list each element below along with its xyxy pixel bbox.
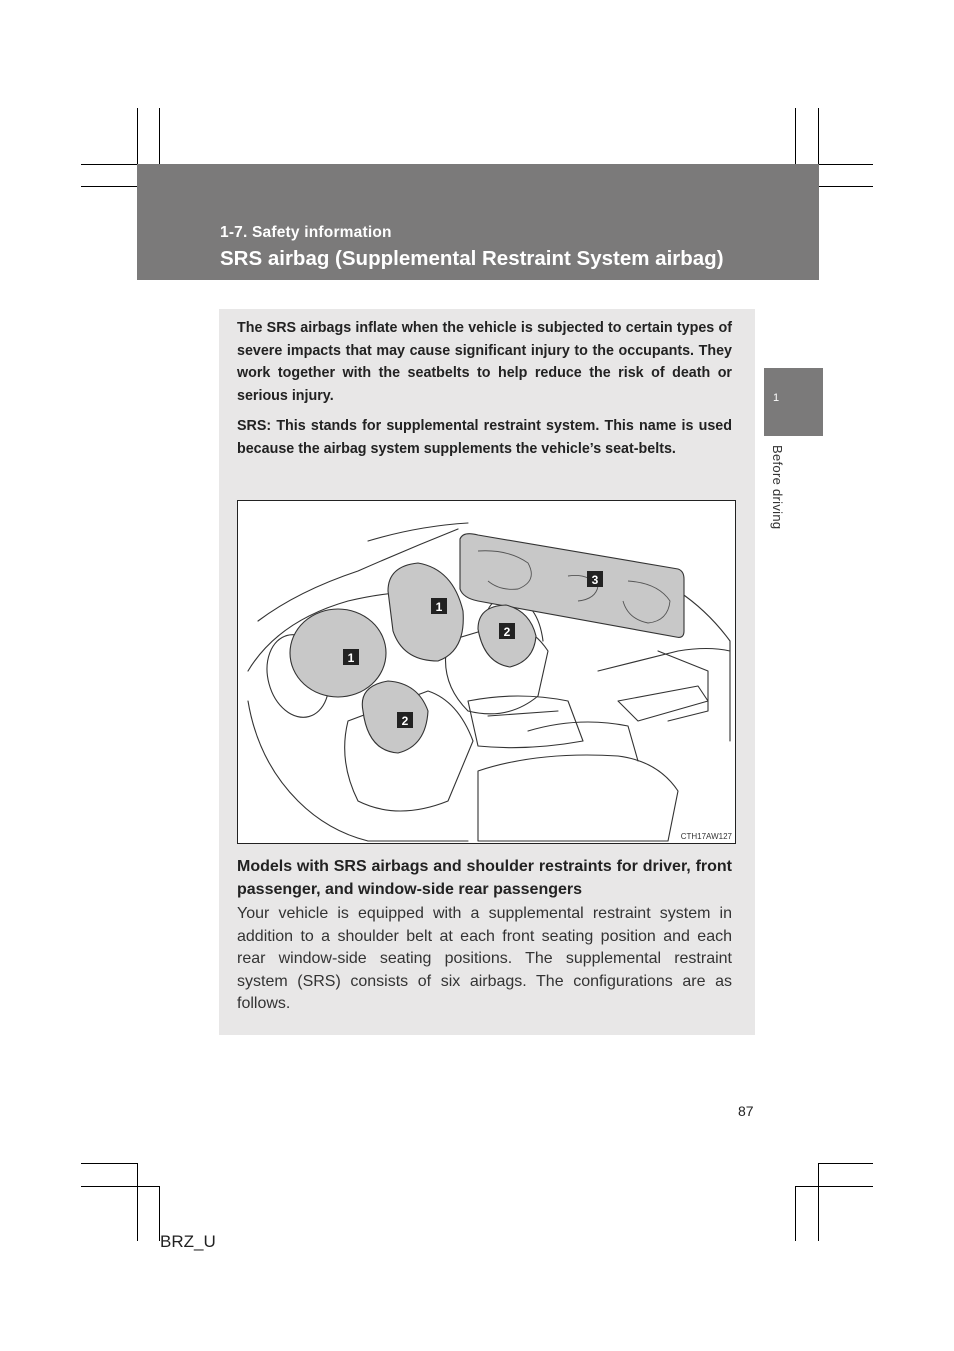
content-panel — [219, 309, 755, 1035]
intro-paragraph: The SRS airbags inflate when the vehicle is subjected to certain types of severe impacts that may cause significant injury to the occupants. They work together with the seatbelts to help reduce the risk of death or serious injury. — [237, 320, 732, 404]
crop-mark — [81, 1163, 137, 1164]
callout-label: 2 — [401, 714, 409, 728]
crop-mark — [137, 108, 138, 164]
chapter-tab-label: Before driving — [770, 445, 785, 530]
crop-mark — [795, 1186, 873, 1187]
crop-mark — [818, 1163, 819, 1241]
callout-label: 1 — [435, 600, 443, 614]
rear-trim — [618, 686, 708, 721]
center-console — [468, 696, 583, 748]
crop-mark — [81, 1186, 159, 1187]
chapter-header — [137, 164, 819, 280]
section-label: 1-7. Safety information — [220, 224, 392, 241]
crop-mark — [159, 108, 160, 164]
crop-mark — [819, 164, 873, 165]
page-number: 87 — [738, 1103, 754, 1119]
crop-mark — [795, 1186, 796, 1241]
driver-front-airbag — [290, 609, 386, 697]
rear-deck — [598, 649, 730, 672]
rear-door — [658, 651, 708, 721]
body-side — [678, 591, 730, 741]
callout-label: 2 — [503, 625, 511, 639]
crop-mark — [818, 1163, 873, 1164]
footer-code: BRZ_U — [160, 1232, 216, 1251]
crop-mark — [81, 186, 137, 187]
car-interior-drawing — [238, 501, 737, 845]
roof-line — [368, 523, 468, 541]
rear-seat — [478, 755, 678, 841]
passenger-front-airbag — [388, 563, 463, 661]
crop-mark — [818, 108, 819, 164]
crop-mark — [795, 108, 796, 164]
driver-side-airbag — [362, 681, 428, 753]
crop-mark — [819, 186, 873, 187]
callout-label: 3 — [591, 573, 599, 587]
door-sill — [248, 701, 368, 841]
callout-label: 1 — [347, 651, 355, 665]
figure-code: CTH17AW127 — [680, 832, 732, 841]
page-title: SRS airbag (Supplemental Restraint System airbag) — [220, 247, 724, 270]
crop-mark — [81, 164, 137, 165]
crop-mark — [137, 1163, 138, 1241]
section-heading: Models with SRS airbags and shoulder restraints for driver, front passenger, and window-side rear passengers — [237, 858, 732, 898]
chapter-tab[interactable] — [764, 368, 823, 436]
airbag-illustration — [237, 500, 736, 844]
section-body: Your vehicle is equipped with a supplemental restraint system in addition to a shoulder belt at each front seating position and each rear window-side seating positions. The supplemental restraint system (SRS) consists of six airbags. The configurations are as follows. — [237, 905, 732, 1012]
chapter-tab-number: 1 — [773, 392, 780, 404]
intro-paragraph: SRS: This stands for supplemental restraint system. This name is used because the airbag system supplements the vehicle’s seat-belts. — [237, 418, 732, 457]
